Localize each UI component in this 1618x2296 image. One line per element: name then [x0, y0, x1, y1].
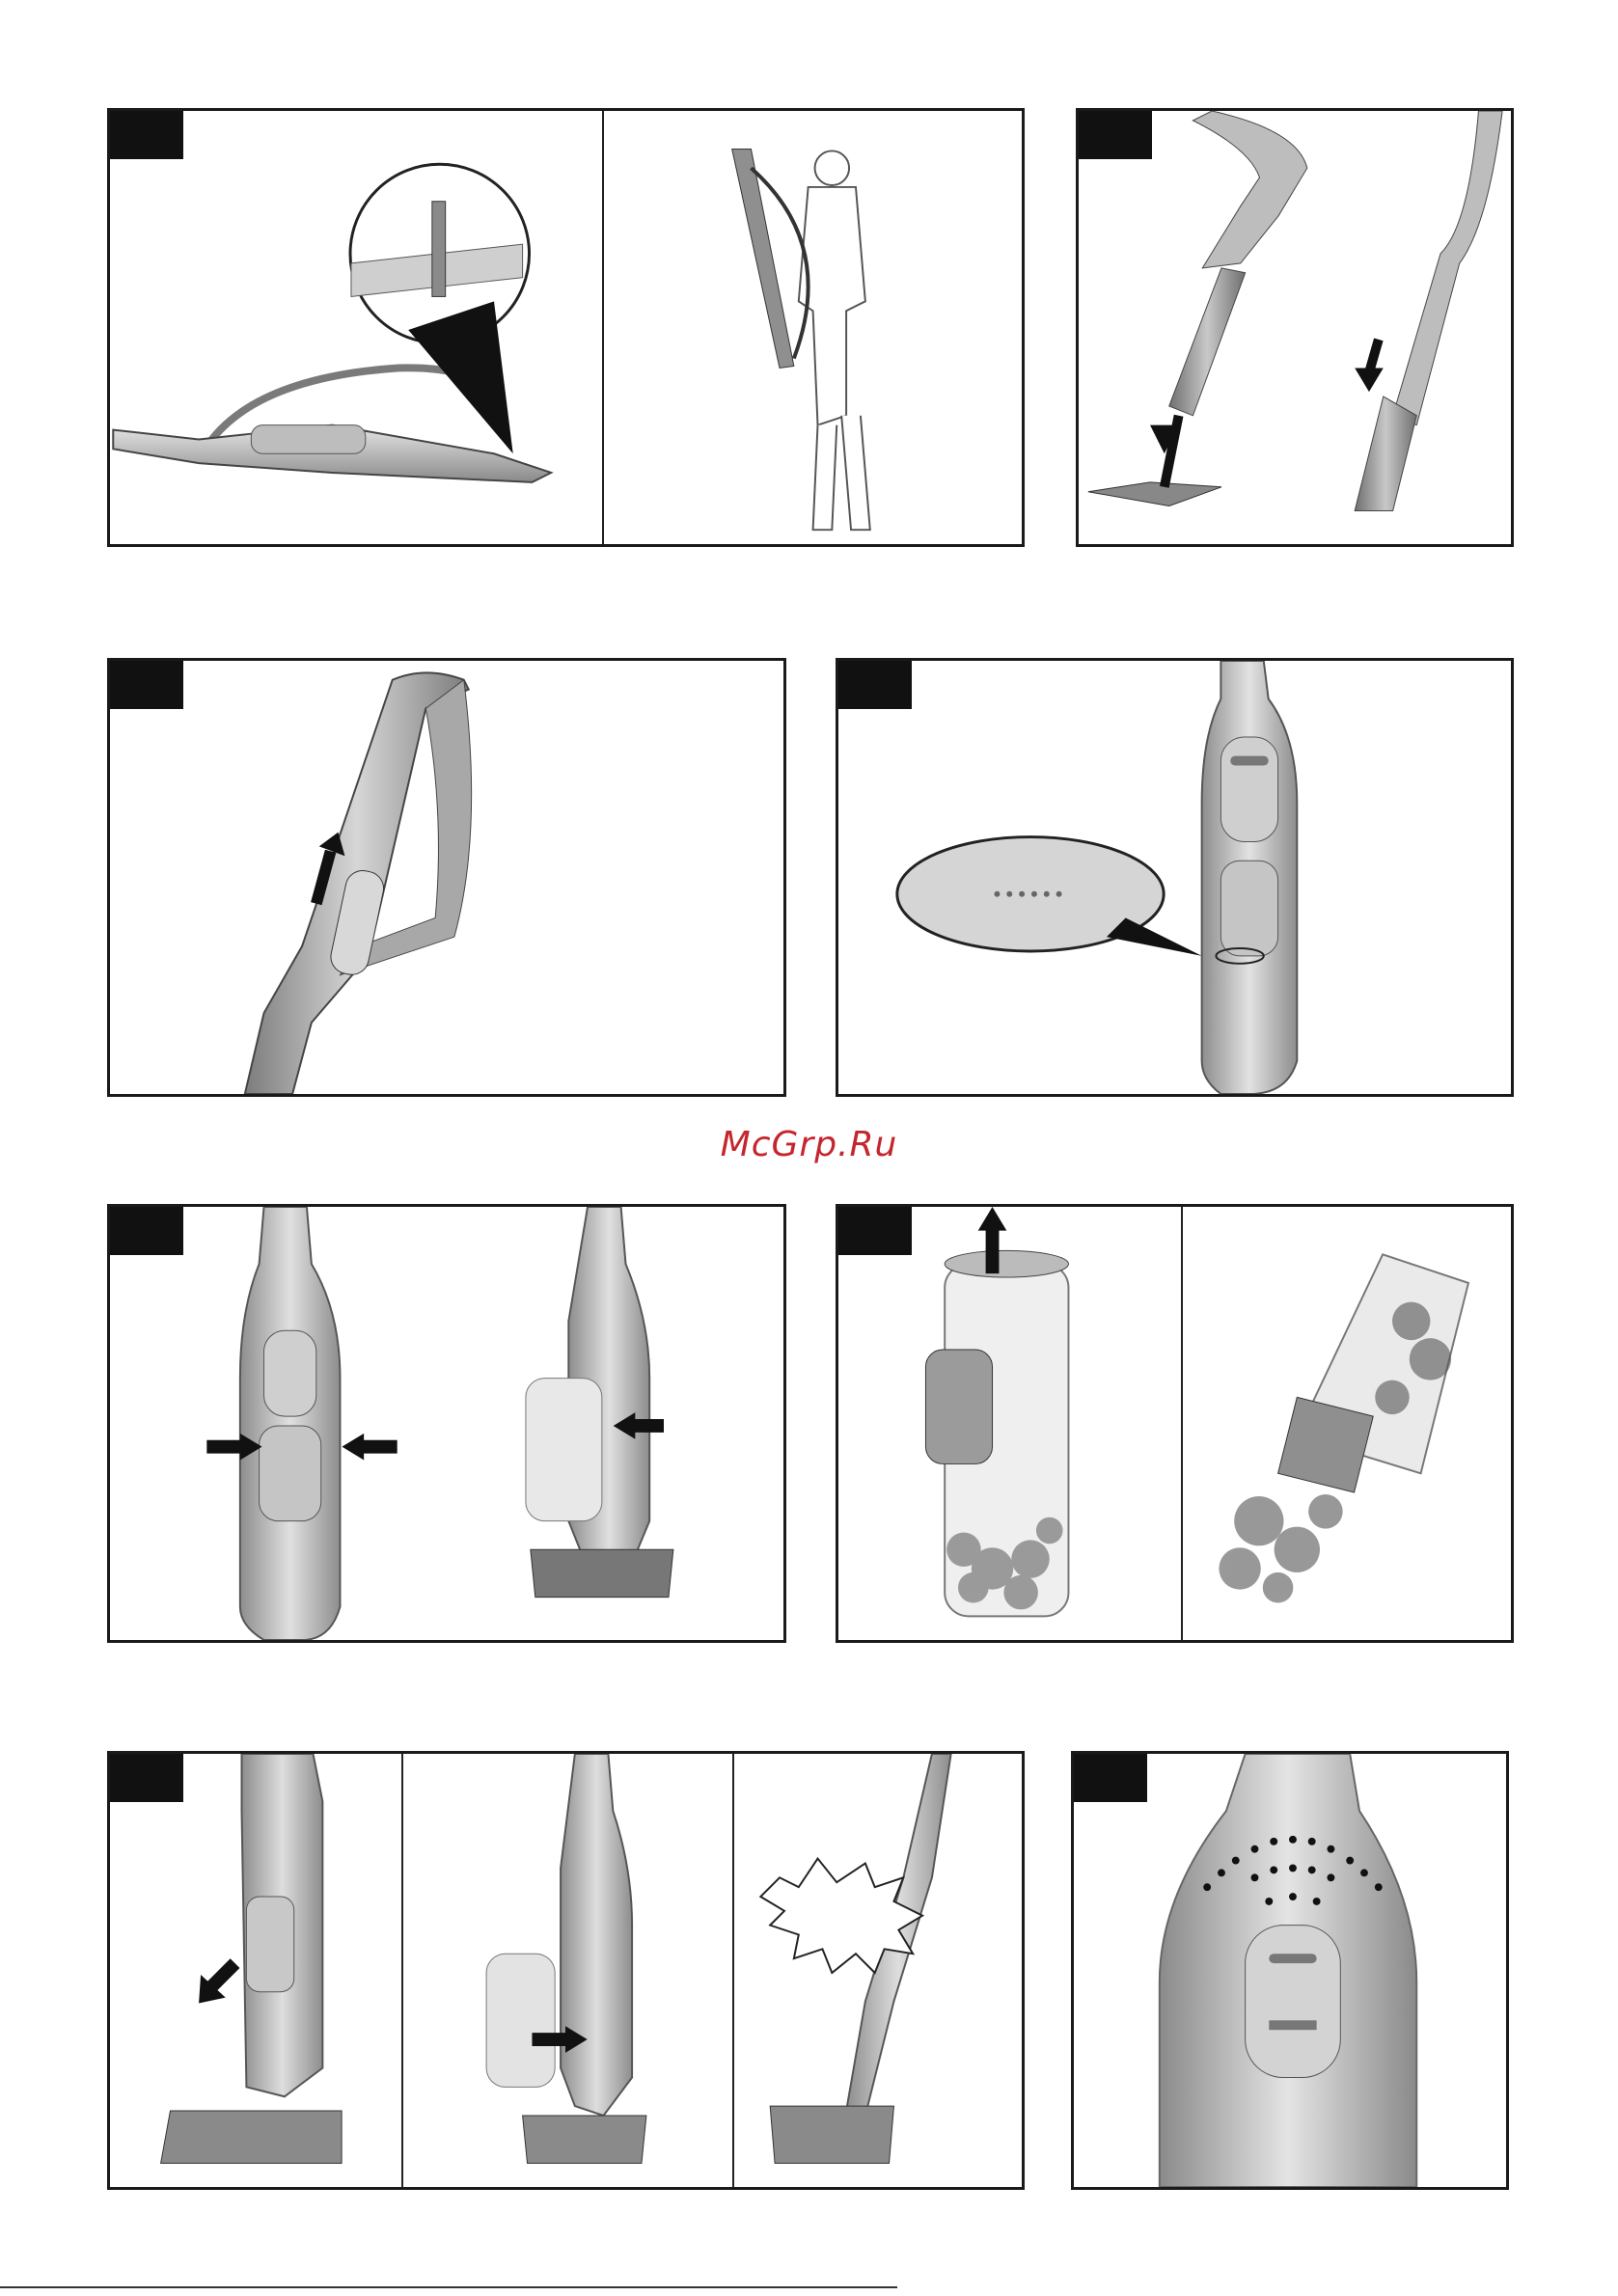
- panel-power-switch: [107, 658, 786, 1097]
- illustration-empty-dust: [838, 1207, 1511, 1640]
- panel-accessory-nozzles: [1076, 108, 1514, 547]
- footer-rule: [0, 2286, 897, 2288]
- watermark-text: McGrp.Ru: [720, 1125, 898, 1164]
- panel-battery-indicator: [1071, 1751, 1509, 2190]
- panel-shoulder-strap: [107, 108, 1025, 547]
- panel-charge-indicator: [836, 658, 1514, 1097]
- illustration-container-release: [110, 1207, 783, 1640]
- illustration-reinsert-container: [110, 1754, 1022, 2187]
- illustration-indicator-lights: [1074, 1754, 1506, 2187]
- panel-emptying-container: [836, 1204, 1514, 1643]
- illustration-handle-switch: [110, 661, 783, 1094]
- illustration-nozzles: [1079, 111, 1511, 544]
- panel-container-reinsertion: [107, 1751, 1025, 2190]
- illustration-strap-attachment: [110, 111, 1022, 544]
- panel-dust-container-removal: [107, 1204, 786, 1643]
- illustration-charge-lights: [838, 661, 1511, 1094]
